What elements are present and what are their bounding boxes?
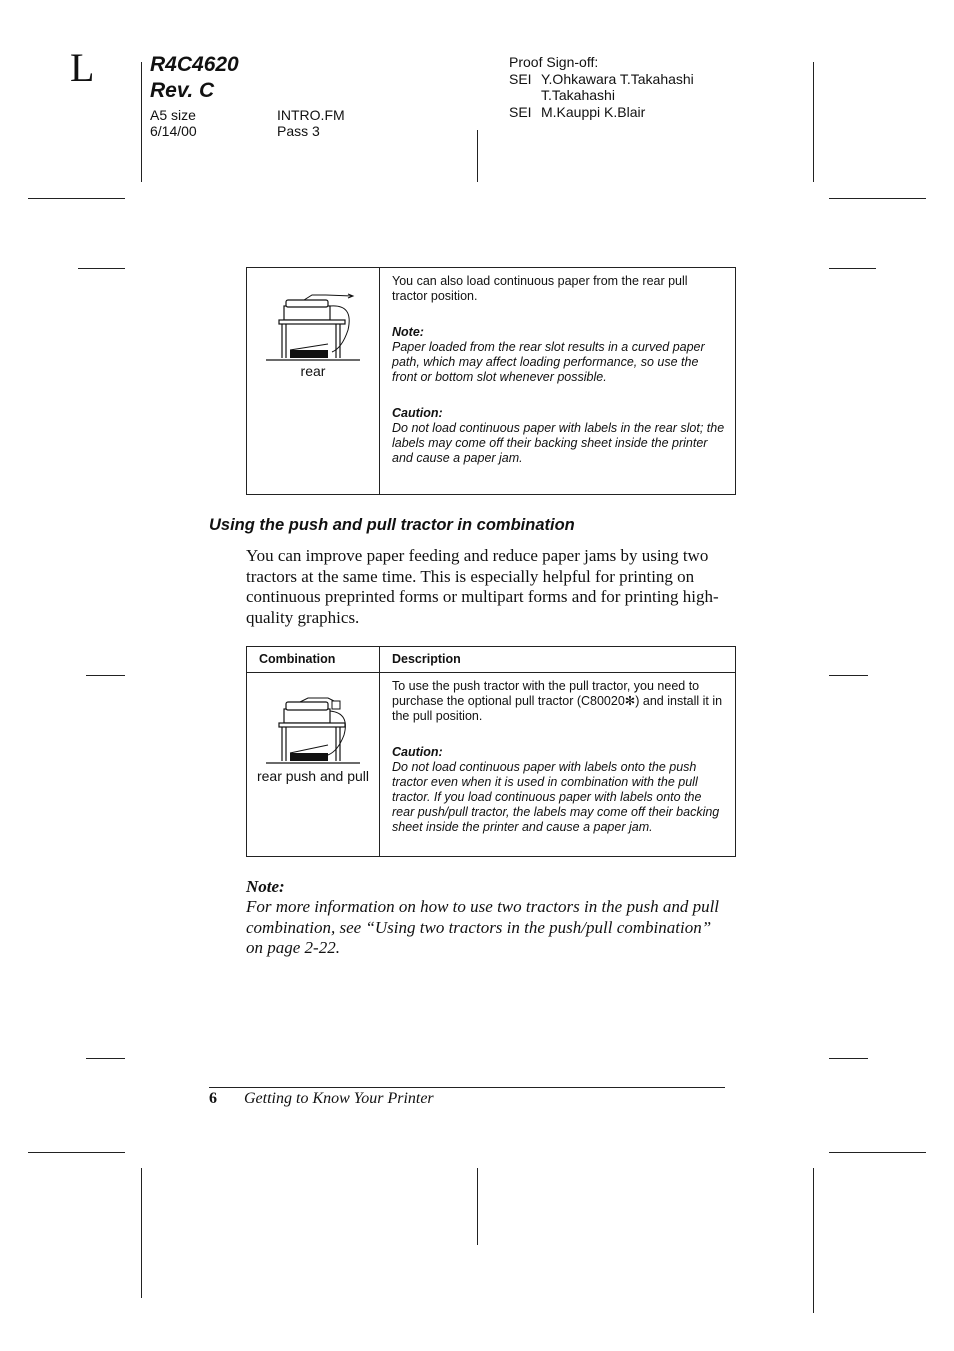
page-number: 6 [209,1090,217,1107]
crop-mark [141,1168,142,1298]
note-text: For more information on how to use two tractors in the push and pull combination, see “Using two tractors in the push/pull combination” on page 2-22. [246,897,720,957]
proof-names: Y.Ohkawara T.Takahashi [541,70,694,87]
revision: Rev. C [150,79,215,102]
crop-mark [829,1058,868,1059]
section-letter: L [70,45,95,90]
model-number: R4C4620 [150,53,239,76]
crop-mark [141,62,142,182]
file-name: INTRO.FM [277,107,345,123]
doc-date: 6/14/00 [150,123,197,139]
crop-mark [86,1058,125,1059]
note-text: Paper loaded from the rear slot results in a curved paper path, which may affect loading performance, so use the front or bottom slot whenever possible. [392,340,705,384]
figure-label: rear push and pull [256,768,370,784]
printer-rear-figure-icon [264,292,364,362]
proof-row [509,104,694,121]
printer-push-pull-figure-icon [264,695,364,765]
crop-mark [28,1152,125,1153]
column-header-description: Description [380,647,736,673]
crop-mark [477,130,478,182]
crop-mark [829,268,876,269]
figure-cell [247,268,380,495]
rear-slot-table [246,267,736,495]
proof-names: T.Takahashi [541,87,615,103]
crop-mark [829,675,868,676]
note-title: Note: [246,877,285,896]
intro-text: To use the push tractor with the pull tractor, you need to purchase the optional pull tractor (C80020✻) and install it in the pull position. [392,679,723,723]
intro-text: You can also load continuous paper from the rear pull tractor position. [392,274,688,303]
proof-title: Proof Sign-off: [509,54,599,70]
note-title: Note: [392,325,424,339]
proof-row [509,87,694,104]
crop-mark [28,198,125,199]
crop-mark [813,1168,814,1313]
proof-names: M.Kauppi K.Blair [541,103,646,120]
caution-text: Do not load continuous paper with labels in the rear slot; the labels may come off their backing sheet inside the printer and cause a paper jam. [392,421,725,465]
figure-label: rear [300,363,326,379]
model-title [150,52,239,104]
column-header-combination: Combination [247,647,380,673]
proof-org [509,87,541,104]
proof-org: SEI [509,70,532,87]
proof-org: SEI [509,103,532,120]
proof-row [509,71,694,88]
caution-text: Do not load continuous paper with labels onto the push tractor even when it is used in combination with the pull tractor. If you load continuous paper with labels onto the rear push/pull tractor, the labels may come off their backing sheet inside the printer and cause a paper jam. [392,760,720,834]
paper-size: A5 size [150,107,196,123]
chapter-title: Getting to Know Your Printer [244,1090,434,1107]
caution-title: Caution: [392,745,443,759]
pass-number: Pass 3 [277,123,320,139]
section-body: You can improve paper feeding and reduce paper jams by using two tractors at the same time. This is especially helpful for printing on continuous preprinted forms or multipart forms and for printing high-quality graphics. [246,546,719,627]
figure-cell [247,673,380,857]
crop-mark [86,675,125,676]
proof-signoff [509,54,694,120]
crop-mark [477,1168,478,1245]
combination-table [246,646,736,857]
crop-mark [813,62,814,182]
description-cell [380,673,736,857]
footer-rule [209,1087,725,1088]
crop-mark [829,198,926,199]
section-heading: Using the push and pull tractor in combination [209,516,575,534]
crop-mark [829,1152,926,1153]
caution-title: Caution: [392,406,443,420]
description-cell [380,268,736,495]
crop-mark [78,268,125,269]
